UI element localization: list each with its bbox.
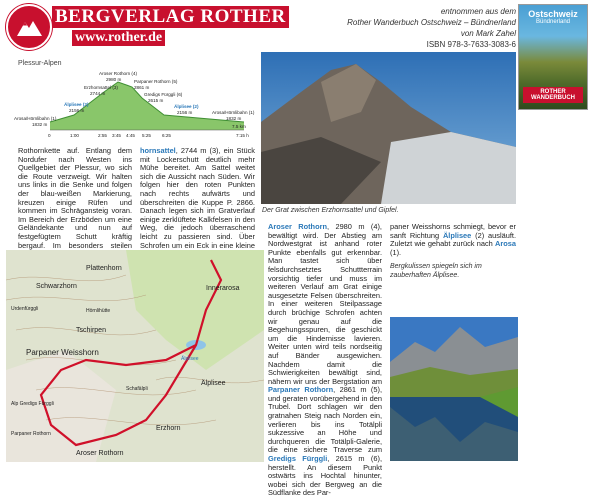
map-label-schwarzhorn: Schwarzhorn xyxy=(36,283,77,290)
book-info: entnommen aus dem Rother Wanderbuch Ostschweiz – Bündnerland von Mark Zahel ISBN 978-3-7633-3083-6 xyxy=(347,7,516,49)
svg-text:0: 0 xyxy=(48,133,51,138)
profile-alt-8: 1832 m xyxy=(226,116,242,121)
publisher-url[interactable]: www.rother.de xyxy=(72,30,165,46)
map-label-aroser-rothorn: Aroser Rothorn xyxy=(76,450,124,457)
map-label-parpaner-weisshorn: Parpaner Weisshorn xyxy=(26,348,99,357)
mountain-icon xyxy=(8,6,50,48)
text-column-4: paner Weisshorns schmiegt, bevor er sanft Richtung Älplisee (2) ausläuft. Zuletzt wie gehabt zurück nach Arosa (1). xyxy=(390,222,516,257)
profile-label-5: Parpaner Rothorn (5) xyxy=(134,79,178,84)
profile-label-8: Arosa/Hörnlibahn (1) xyxy=(212,110,255,115)
rother-seal-logo[interactable] xyxy=(6,4,52,50)
profile-alt-6: 2615 m xyxy=(148,98,164,103)
photo-caption-1: Der Grat zwischen Erzhornsattel und Gipfel. xyxy=(262,207,399,214)
map-label-erzhorn: Erzhorn xyxy=(156,425,181,432)
svg-text:3:45: 3:45 xyxy=(112,133,121,138)
map-label-plattenhorn: Plattenhorn xyxy=(86,265,122,272)
profile-label-7: Älplisee (2) xyxy=(174,104,199,109)
photo-caption-2: Bergkulissen spiegeln sich im zauberhaften Älplisee. xyxy=(390,263,482,279)
map-label-aelplisee-2: Älplisee xyxy=(201,380,226,387)
route-map[interactable] xyxy=(6,250,264,462)
text-column-1: Rothornkette auf. Entlang dem Nordufer nach Westen ins Quellgebiet der Plessur, wo sich die Route verzweigt. Wir halten uns links in die Senke und folgen der blau-weißen Markierung, kreuzen einige Rüfen und kommen im Schrägansteig voran. Im Bereich der Erzböden um eine Geländekante und nun auf festgefügtem Schutt kräftig bergauf. Im besonders steilen xyxy=(18,146,132,250)
map-label-schafaelpli: Schafälpli xyxy=(126,386,148,392)
profile-alt-2: 2156 m xyxy=(69,108,85,113)
text-column-3: Aroser Rothorn, 2980 m (4), bewältigt wird. Der Abstieg am Nordwestgrat ist anhand roter Punkte ebenfalls gut erkennbar. Man tastet sich über felsdurchsetztes Schuttterrain vorsichtig tiefer und muss im weiteren Verlauf am Grat einige ausgesetzte Felsen überschreiten. In einer weiteren Steilpassage durch brüchige Schrofen achten wir genau auf die Begehungsspuren, die geschickt um die Hindernisse lavieren. Weiter unten wird teils nordseitig auf Bänder ausgewichen. Nachdem damit die Schwierigkeiten bewältigt sind, nähern wir uns der Bergstation am Parpaner Rothorn, 2861 m (5), und geraten vorübergehend in den Trubel. Dort schlagen wir den gratnahen Steig nach Norden ein, verlieren bis ins Totälpli sukzessive an Höhe und durchqueren die Totälpli-Galerie, die eine sichere Traverse zum Gredigs Fürggli, 2615 m (6), herstellt. An diesem Punkt ostwärts ins Hochtal hinunter, wobei sich der Bergweg an die Südflanke des Par- xyxy=(268,222,383,498)
profile-label-3: Erzhornsattel (3) xyxy=(84,85,118,90)
profile-alt-1: 1832 m xyxy=(32,122,48,127)
map-label-innerarosa: Innerarosa xyxy=(206,285,240,292)
profile-distance: 7.5 km xyxy=(232,124,246,129)
map-label-parpaner-rothorn: Parpaner Rothorn xyxy=(11,431,51,437)
profile-alt-3: 2744 m xyxy=(90,91,106,96)
svg-text:7:15 h: 7:15 h xyxy=(236,133,249,138)
map-label-tschirpen: Tschirpen xyxy=(76,327,106,334)
svg-text:5:25: 5:25 xyxy=(142,133,151,138)
section-label: Plessur-Alpen xyxy=(18,60,62,67)
svg-text:6:25: 6:25 xyxy=(162,133,171,138)
map-label-urdenfuerggli: Urdenfürggli xyxy=(11,306,39,312)
profile-label-2: Älplisee (2) xyxy=(64,102,89,107)
elevation-profile xyxy=(14,70,258,142)
profile-label-4: Aroser Rothorn (4) xyxy=(99,71,138,76)
publisher-name[interactable]: BERGVERLAG ROTHER xyxy=(52,6,289,28)
svg-text:4:45: 4:45 xyxy=(126,133,135,138)
book-cover[interactable]: Ostschweiz Bündnerland ROTHER WANDERBUCH xyxy=(518,4,588,110)
map-label-aelplisee-1: Älplisee xyxy=(181,356,199,362)
map-label-hoernlihuette: Hörnlihütte xyxy=(86,308,111,314)
profile-label-1: Arosa/Hörnlibahn (1) xyxy=(14,116,57,121)
map-label-gredigs-fuerggli: Alp Gredigs Fürggli xyxy=(11,401,54,407)
profile-alt-4: 2980 m xyxy=(106,77,122,82)
svg-text:1:00: 1:00 xyxy=(70,133,79,138)
lake-photo xyxy=(390,317,518,461)
mountain-photo xyxy=(261,52,516,204)
profile-label-6: Gredigs Fürggli (6) xyxy=(144,92,183,97)
profile-alt-5: 2861 m xyxy=(134,85,150,90)
svg-text:2:55: 2:55 xyxy=(98,133,107,138)
profile-alt-7: 2156 m xyxy=(177,110,193,115)
text-column-2: hornsattel, 2744 m (3), ein Stück mit Lockerschutt deutlich mehr Mühe bereitet. Am Sattel weitet sich die Aussicht nach Süden. Wir folgen hier den roten Punkten nach rechts aufwärts und überschreiten die Kuppe P. 2866. Danach legen sich im Gratverlauf einige zerklüftete Kalkfelsen in den Weg, die jedoch überraschend leicht zu passieren sind. Über Schrofen um ein Eck in eine kleine xyxy=(140,146,255,250)
